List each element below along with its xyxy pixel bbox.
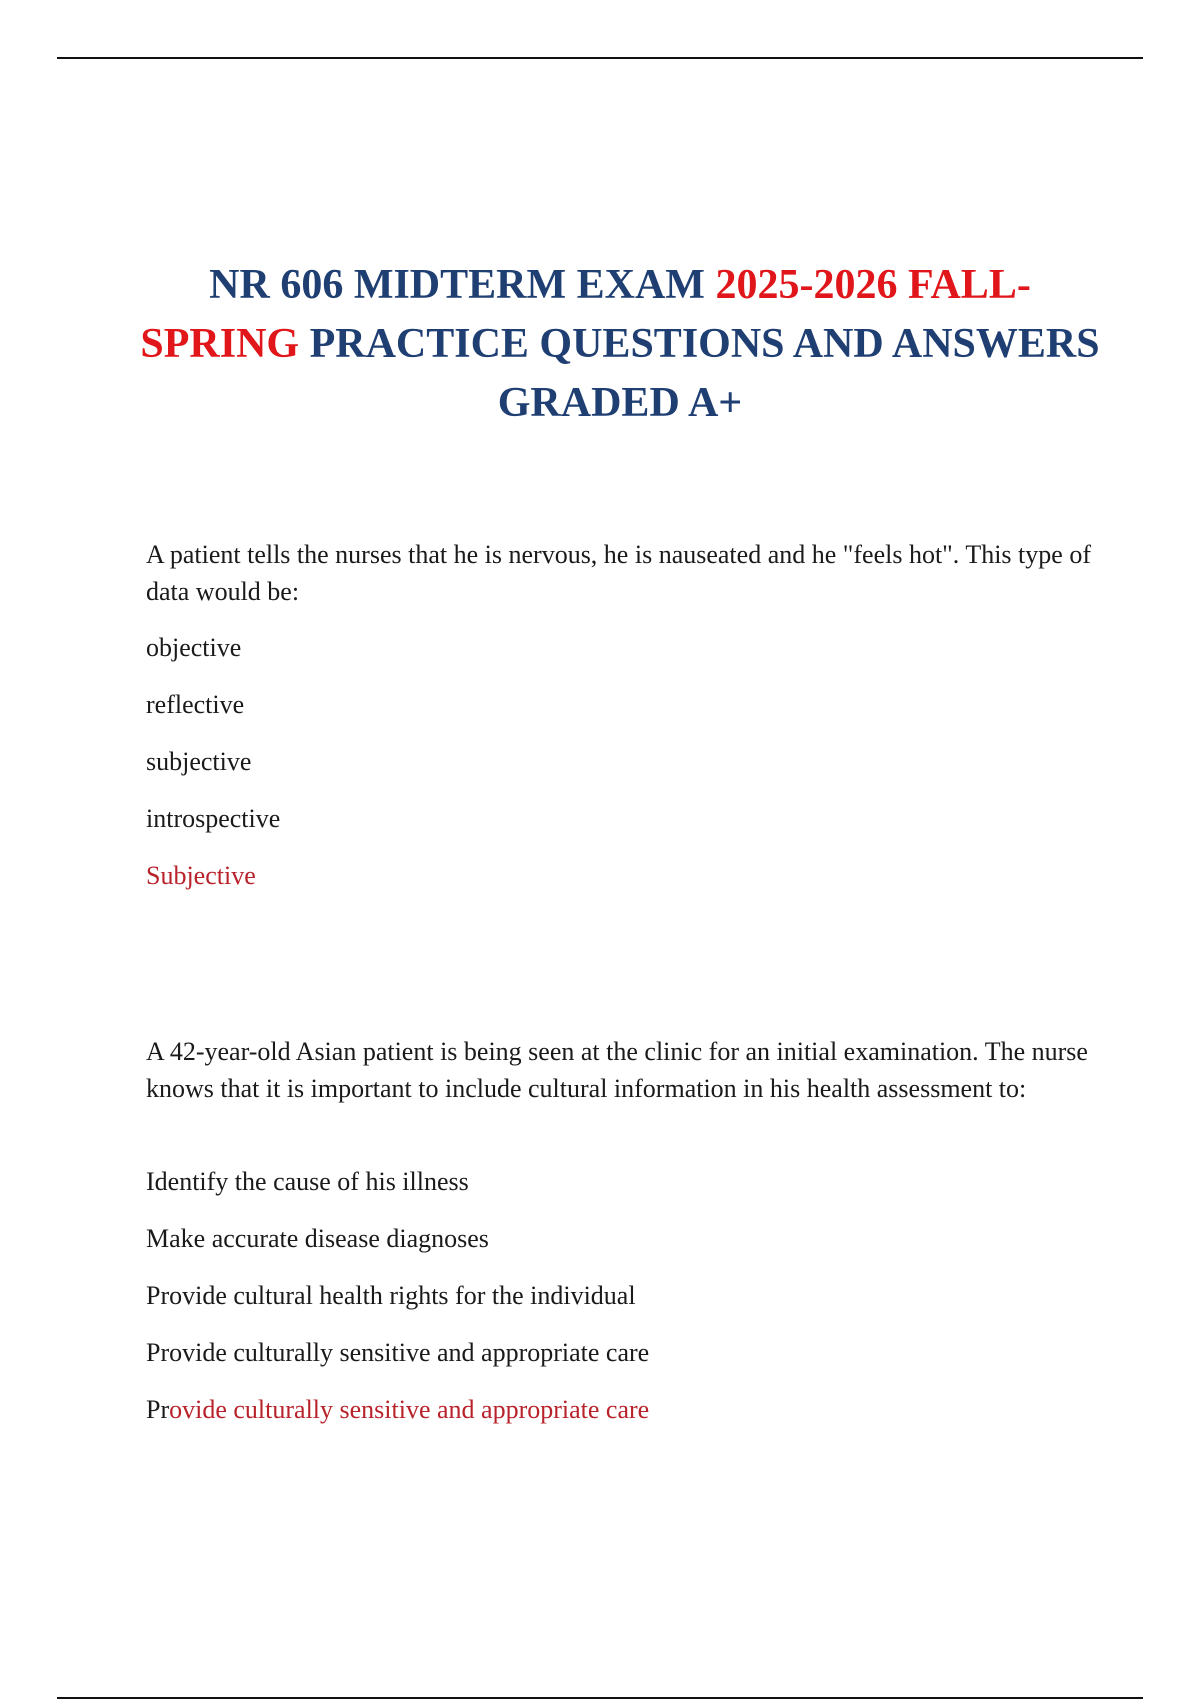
option-3: subjective xyxy=(146,747,252,776)
question-text: A 42-year-old Asian patient is being seen at the clinic for an initial examination. The nurse knows that it is important to include cultural information in his health assessment to: xyxy=(146,1037,1088,1103)
option-1: Identify the cause of his illness xyxy=(146,1167,469,1196)
answer-value: ovide culturally sensitive and appropriate care xyxy=(169,1395,650,1424)
document-title xyxy=(140,256,1100,433)
answer-value: Subjective xyxy=(146,861,256,890)
option-4: introspective xyxy=(146,804,281,833)
option-4: Provide culturally sensitive and appropriate care xyxy=(146,1338,650,1367)
title-part-3: PRACTICE QUESTIONS AND ANSWERS GRADED A+ xyxy=(299,321,1100,426)
question-block-1 xyxy=(146,536,1101,890)
question-block-2 xyxy=(146,1033,1101,1424)
title-part-1: NR 606 MIDTERM EXAM xyxy=(209,262,716,308)
option-2: Make accurate disease diagnoses xyxy=(146,1224,489,1253)
option-1: objective xyxy=(146,633,242,662)
title-part-2: 2025-2026 FALL-SPRING xyxy=(140,262,1031,367)
answer-text xyxy=(146,1391,649,1428)
answer-prefix: Pr xyxy=(146,1395,170,1424)
top-rule xyxy=(57,57,1143,59)
option-2: reflective xyxy=(146,690,245,719)
bottom-rule xyxy=(57,1697,1143,1699)
question-text: A patient tells the nurses that he is nervous, he is nauseated and he "feels hot". This type of data would be: xyxy=(146,540,1091,606)
answer-text xyxy=(146,857,256,894)
option-3: Provide cultural health rights for the individual xyxy=(146,1281,636,1310)
